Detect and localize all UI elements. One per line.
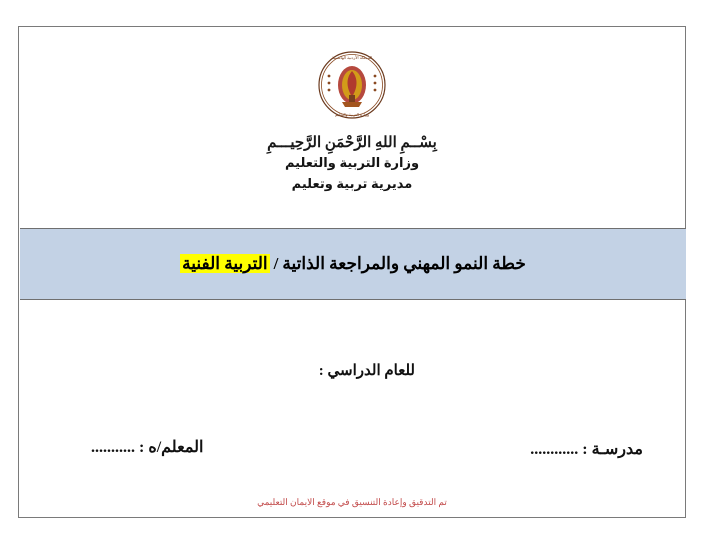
body-block bbox=[19, 301, 685, 517]
directorate-name: مديرية تربية وتعليم bbox=[291, 176, 413, 191]
title-main-text: خطة النمو المهني والمراجعة الذاتية bbox=[282, 254, 526, 273]
svg-text:المملكة الأردنية الهاشمية: المملكة الأردنية الهاشمية bbox=[331, 55, 373, 60]
svg-text:وزارة التربية والتعليم: وزارة التربية والتعليم bbox=[334, 112, 370, 117]
teacher-value: ........... bbox=[91, 439, 135, 456]
school-value: ............ bbox=[530, 441, 579, 458]
document-frame bbox=[18, 26, 686, 518]
teacher-label: المعلم/ه : bbox=[139, 439, 204, 456]
teacher-field bbox=[91, 437, 203, 457]
school-label: مدرسـة : bbox=[582, 441, 643, 458]
title-band bbox=[20, 228, 686, 300]
academic-year-label: للعام الدراسي : bbox=[318, 363, 415, 379]
jordan-ministry-of-education-emblem-icon bbox=[315, 45, 389, 123]
header-block bbox=[19, 27, 685, 227]
title-separator: / bbox=[273, 254, 279, 273]
basmala-text: بِسْــمِ اللهِ الرَّحْمَنِ الرَّحِيـــمِ bbox=[267, 135, 437, 151]
footnote-text: تم التدقيق وإعادة التنسيق في موقع الايمان التعليمي bbox=[257, 497, 447, 507]
title-subject-highlight: التربية الفنية bbox=[182, 254, 268, 273]
school-field bbox=[530, 439, 643, 459]
ministry-name: وزارة التربية والتعليم bbox=[284, 155, 420, 170]
document-title bbox=[180, 254, 526, 274]
